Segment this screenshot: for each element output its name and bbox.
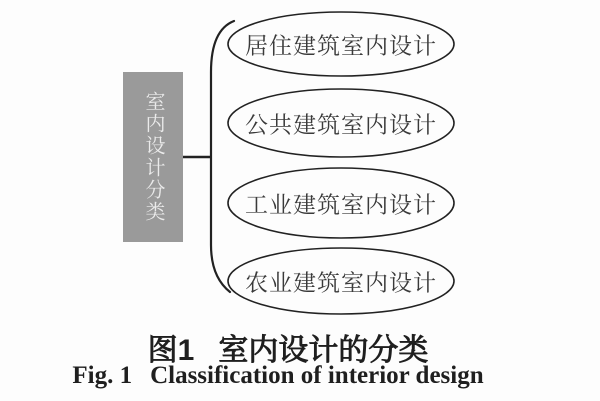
figure-number-zh: 图1 [147,334,195,367]
branch-label-public: 公共建筑室内设计 [245,112,437,138]
branch-label-agricultural: 农业建筑室内设计 [245,270,437,296]
branch-label-residential: 居住建筑室内设计 [245,33,437,59]
figure-caption-en [72,362,483,390]
figure-title-zh: 室内设计的分类 [218,334,429,367]
branch-label-industrial: 工业建筑室内设计 [245,192,437,218]
figure-number-en: Fig. 1 [72,362,133,389]
brace-connector [211,21,234,292]
figure-title-en: Classification of interior design [150,362,484,389]
root-node-label: 室内设计分类 [142,91,164,223]
root-node [123,72,183,242]
